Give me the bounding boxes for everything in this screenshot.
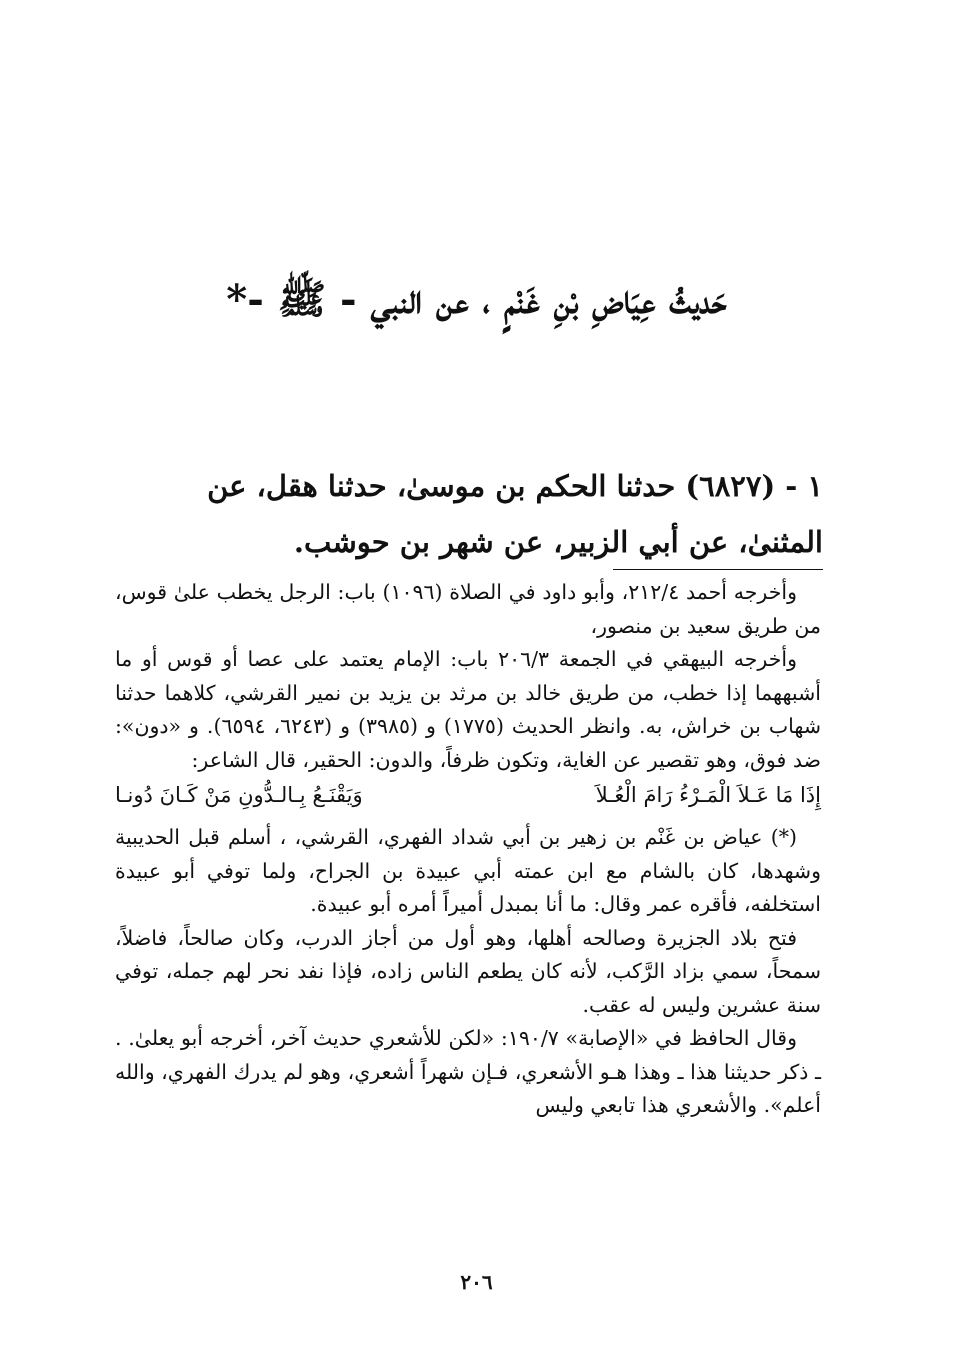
- hadith-text: [120, 458, 823, 570]
- verse-second-hemistich: وَيَقْنَـعُ بِـالـدُّونِ مَنْ كَـانَ دُونـا: [115, 783, 363, 807]
- hadith-line: ١ - (٦٨٢٧) حدثنا الحكم بن موسىٰ، حدثنا هقل، عن: [207, 469, 823, 503]
- page-number: ٢٠٦: [460, 1270, 493, 1294]
- footnote-paragraph: فتح بلاد الجزيرة وصالحه أهلها، وهو أول من أجاز الدرب، وكان صالحاً، فاضلاً، سمحاً، سمي بزاد الرَّكب، لأنه كان يطعم الناس زاده، فإذا نفد نحر لهم جمله، توفي سنة عشرين وليس له عقب.: [115, 925, 821, 1017]
- footnote-paragraph: وقال الحافظ في «الإصابة» ١٩٠/٧: «لكن للأشعري حديث آخر، أخرجه أبو يعلىٰ. . ـ ذكر حديثنا هذا ـ وهذا هـو الأشعري، فـإن شهراً أشعري، وهو لم يدرك الفهري، والله أعلم». والأشعري هذا تابعي وليس: [115, 1026, 821, 1117]
- footnote-paragraph: (*) عياض بن غَنْم بن زهير بن أبي شداد الفهري، القرشي، ، أسلم قبل الحديبية وشهدها، كان بالشام مع ابن عمته أبي عبيدة بن الجراح، ولما توفي أبو عبيدة استخلفه، فأقره عمر وقال: ما أنا بمبدل أميراً أمره أبو عبيدة.: [115, 825, 821, 916]
- footnotes: [115, 576, 821, 1123]
- footnote-paragraph: وأخرجه البيهقي في الجمعة ٢٠٦/٣ باب: الإمام يعتمد على عصا أو قوس أو ما أشبههما إذا خطب، من طريق خالد بن مرثد بن يزيد بن نمير القرشي، كلاهما حدثنا شهاب بن خراش، به. وانظر الحديث (١٧٧٥) و (٣٩٨٥) و (٦٢٤٣، ٦٥٩٤). و «دون»: ضد فوق، وهو تقصير عن الغاية، وتكون ظرفاً، والدون: الحقير، قال الشاعر:: [115, 647, 821, 772]
- footnote-divider: [613, 569, 823, 570]
- poetry-verse: [115, 777, 821, 813]
- footnote-paragraph: وأخرجه أحمد ٢١٢/٤، وأبو داود في الصلاة (١٠٩٦) باب: الرجل يخطب علىٰ قوس، من طريق سعيد بن منصور،: [115, 580, 821, 638]
- chapter-title: حَديثُ عِيَاضِ بْنِ غَنْمٍ ، عن النبي - ﷺ -*: [226, 276, 727, 323]
- verse-first-hemistich: إِذَا مَا عَـلاَ الْمَـرْءُ رَامَ الْعُـلاَ: [595, 783, 821, 807]
- hadith-line: المثنىٰ، عن أبي الزبير، عن شهر بن حوشب.: [293, 525, 823, 559]
